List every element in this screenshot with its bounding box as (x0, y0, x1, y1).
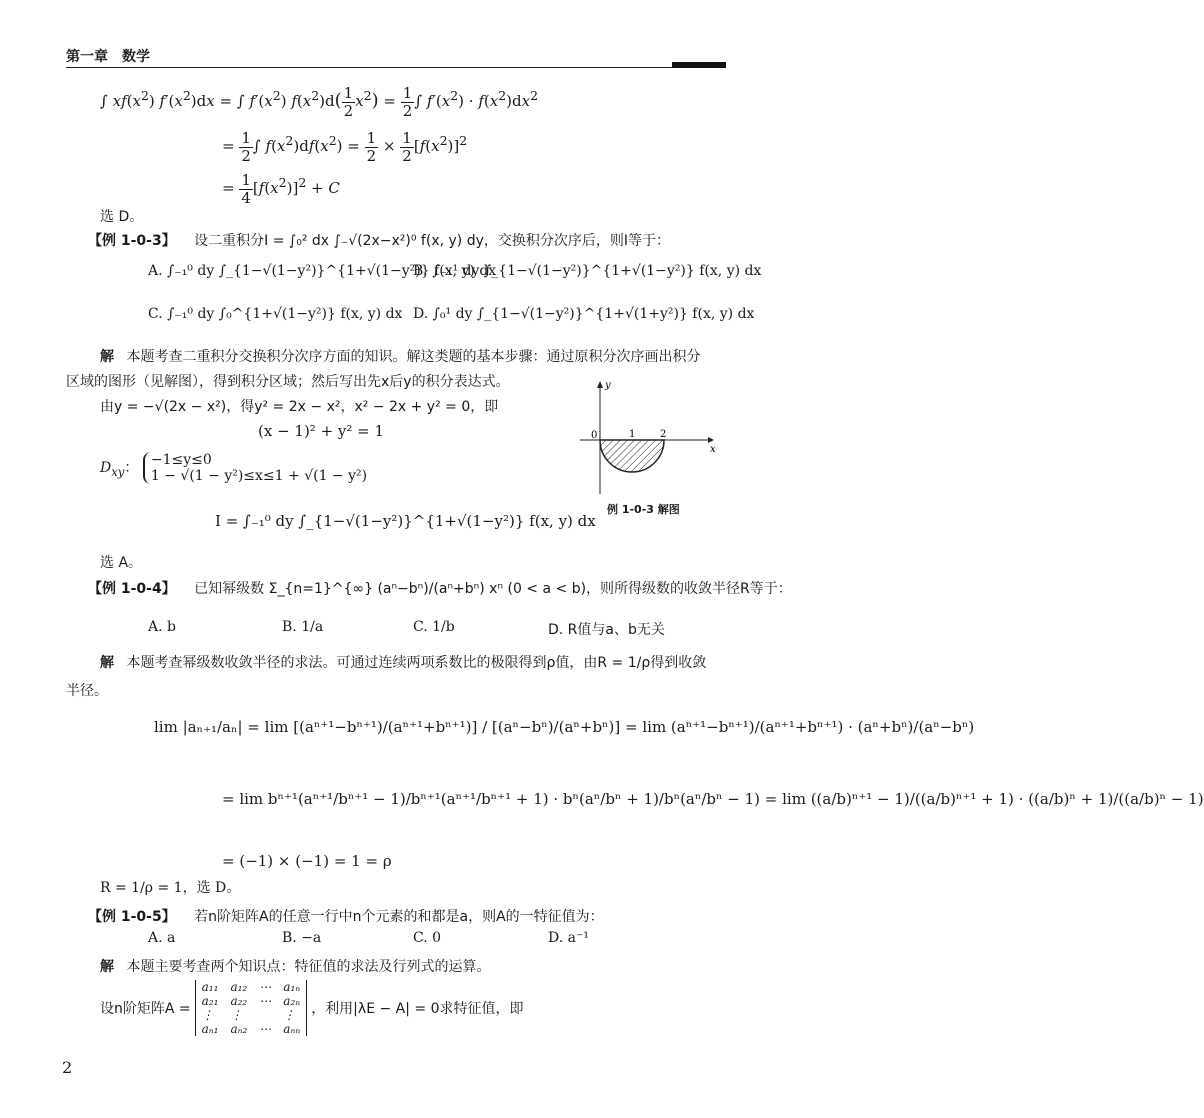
page-number: 2 (62, 1058, 73, 1077)
solution-text: 本题考查幂级数收敛半径的求法。可通过连续两项系数比的极限得到ρ值，由R = 1/ρ得到收敛 (126, 655, 707, 671)
matrix-cell: aₙ₂ (230, 1022, 248, 1036)
figure-origin-label: 0 (591, 430, 598, 441)
ex-1-0-3-row (88, 230, 670, 250)
matrix-cell: ⋯ (259, 980, 272, 994)
region-symbol: D (100, 460, 112, 476)
ex-1-0-5-option-b: B. −a (282, 930, 322, 946)
ex-1-0-4-limit-line-1: lim |aₙ₊₁/aₙ| = lim [(aⁿ⁺¹−bⁿ⁺¹)/(aⁿ⁺¹+bⁿ⁺¹)] / [(aⁿ−bⁿ)/(aⁿ+bⁿ)] = lim (aⁿ⁺¹−bⁿ⁺¹)/(aⁿ⁺¹+bⁿ⁺¹) · (aⁿ+bⁿ)/(aⁿ−bⁿ) (154, 718, 975, 736)
solution-text: 本题考查二重积分交换积分次序方面的知识。解这类题的基本步骤：通过原积分次序画出积分 (126, 349, 701, 365)
figure-tick-1: 1 (629, 429, 636, 440)
ex-1-0-5-solution-p1 (100, 956, 490, 976)
region-x-range: 1 − √(1 − y²)≤x≤1 + √(1 − y²) (150, 468, 368, 484)
prev-solution-line-3: = $\frac{1}{4}$ $[f(x^2)]^2 + C$ (222, 171, 340, 207)
ex-1-0-3-option-b: B. ∫₋₁¹ dy ∫_{1−√(1−y²)}^{1+√(1−y²)} f(x, y) dx (413, 263, 762, 279)
matrix-cell: a₁ₙ (283, 980, 301, 994)
solution-label: 解 (100, 655, 114, 671)
ex-1-0-3-option-c: C. ∫₋₁⁰ dy ∫₀^{1+√(1−y²)} f(x, y) dx (148, 306, 403, 322)
matrix-cell: ⋯ (259, 994, 272, 1008)
ex-1-0-3-solution-p1 (100, 346, 700, 366)
ex-1-0-5-option-c: C. 0 (413, 930, 442, 946)
ex-1-0-3-solution-p2: 区域的图形（见解图），得到积分区域；然后写出先x后y的积分表达式。 (66, 374, 510, 390)
matrix-cell: a₁₁ (201, 980, 219, 994)
ex-1-0-3-circle-equation: (x − 1)² + y² = 1 (258, 422, 385, 440)
figure-y-label: y (605, 380, 611, 391)
ex-1-0-3-region-def: $D_{xy}$： −1≤y≤0 1 − √(1 − y²)≤x≤1 + √(1 − y²) (100, 452, 368, 484)
matrix-A (195, 980, 308, 1036)
matrix-cell (253, 1008, 277, 1022)
ex-1-0-3-answer: 选 A。 (100, 555, 143, 571)
ex-1-0-4-option-b: B. 1/a (282, 619, 324, 635)
ex-1-0-4-solution-p1 (100, 652, 706, 672)
header-bar (672, 62, 726, 68)
ex-1-0-3-question: 设二重积分I = ∫₀² dx ∫₋√(2x−x²)⁰ f(x, y) dy，交换积分次序后，则I等于： (194, 233, 671, 249)
ex-1-0-4-answer: R = 1/ρ = 1，选 D。 (100, 880, 241, 896)
ex-1-0-3-figure (578, 376, 718, 496)
ex-1-0-3-solution-p3: 由y = −√(2x − x²)，得y² = 2x − x²，x² − 2x + y² = 0，即 (100, 399, 499, 415)
ex-1-0-3-label: 【例 1-0-3】 (88, 233, 176, 249)
ex-1-0-5-option-a: A. a (148, 930, 176, 946)
ex-1-0-3-integral-result: I = ∫₋₁⁰ dy ∫_{1−√(1−y²)}^{1+√(1−y²)} f(x, y) dx (215, 512, 596, 530)
figure-x-label: x (710, 444, 716, 455)
region-subscript: xy (111, 464, 125, 479)
matrix-cell: a₁₂ (230, 980, 248, 994)
ex-1-0-4-row (88, 578, 792, 598)
ex-1-0-4-option-c: C. 1/b (413, 619, 455, 635)
prev-solution-line-1: ∫ $xf(x^2) f'(x^2)dx$ = ∫ $f'(x^2)$ $f(x^2)d$( $\frac{1}{2}$ $x^2$) = $\frac{1}{2}$ ∫ $f'(x^2) \cdot f(x^2)dx^2$ (100, 84, 539, 120)
header-rule (66, 67, 726, 68)
matrix-cell: ⋯ (259, 1022, 272, 1036)
matrix-cell: ⋮ (201, 1008, 214, 1022)
prev-answer: 选 D。 (100, 209, 144, 225)
matrix-outro-text: ，利用|λE − A| = 0求特征值，即 (311, 1001, 524, 1017)
ex-1-0-4-limit-line-3: = (−1) × (−1) = 1 = ρ (222, 852, 392, 870)
ex-1-0-5-row (88, 906, 604, 926)
chapter-header: 第一章 数学 (66, 49, 150, 65)
ex-1-0-5-matrix-line (100, 980, 524, 1036)
ex-1-0-4-solution-p2: 半径。 (66, 683, 108, 699)
ex-1-0-5-option-d: D. a⁻¹ (548, 930, 589, 946)
solution-text: 本题主要考查两个知识点：特征值的求法及行列式的运算。 (126, 959, 491, 975)
matrix-cell: ⋮ (230, 1008, 243, 1022)
region-y-range: −1≤y≤0 (150, 452, 212, 468)
ex-1-0-4-option-a: A. b (148, 619, 176, 635)
ex-1-0-3-option-d: D. ∫₀¹ dy ∫_{1−√(1−y²)}^{1+√(1+y²)} f(x, y) dx (413, 306, 755, 322)
figure-x-arrow (708, 437, 714, 443)
matrix-cell: aₙₙ (283, 1022, 301, 1036)
solution-label: 解 (100, 959, 114, 975)
matrix-cell: a₂ₙ (283, 994, 301, 1008)
matrix-cell: ⋮ (283, 1008, 296, 1022)
ex-1-0-5-label: 【例 1-0-5】 (88, 909, 176, 925)
ex-1-0-4-question: 已知幂级数 Σ_{n=1}^{∞} (aⁿ−bⁿ)/(aⁿ+bⁿ) xⁿ (0 < a < b)，则所得级数的收敛半径R等于： (194, 581, 792, 597)
matrix-cell: a₂₂ (230, 994, 248, 1008)
ex-1-0-3-figure-caption: 例 1-0-3 解图 (607, 503, 680, 516)
matrix-intro-text: 设n阶矩阵A = (100, 1001, 191, 1017)
ex-1-0-4-option-d: D. R值与a、b无关 (548, 622, 665, 638)
matrix-cell: aₙ₁ (201, 1022, 219, 1036)
ex-1-0-5-question: 若n阶矩阵A的任意一行中n个元素的和都是a，则A的一特征值为： (194, 909, 604, 925)
figure-half-disk (600, 440, 664, 472)
prev-solution-line-2: = $\frac{1}{2}$ ∫ $f(x^2)df(x^2)$ = $\frac{1}{2}$ × $\frac{1}{2}$ $[f(x^2)]^2$ (222, 129, 468, 165)
solution-label: 解 (100, 349, 114, 365)
ex-1-0-4-limit-line-2: = lim bⁿ⁺¹(aⁿ⁺¹/bⁿ⁺¹ − 1)/bⁿ⁺¹(aⁿ⁺¹/bⁿ⁺¹ + 1) · bⁿ(aⁿ/bⁿ + 1)/bⁿ(aⁿ/bⁿ − 1) = lim ((a/b)ⁿ⁺¹ − 1)/((a/b)ⁿ⁺¹ + 1) · ((a/b)ⁿ + 1)/((a/b)ⁿ − 1) (222, 790, 1204, 808)
figure-tick-2: 2 (660, 429, 667, 440)
ex-1-0-4-label: 【例 1-0-4】 (88, 581, 176, 597)
figure-y-arrow (597, 381, 603, 388)
ex-1-0-3-option-a: A. ∫₋₁⁰ dy ∫_{1−√(1−y²)}^{1+√(1−y²)} f(x, y) dx (148, 263, 497, 279)
matrix-cell: a₂₁ (201, 994, 219, 1008)
